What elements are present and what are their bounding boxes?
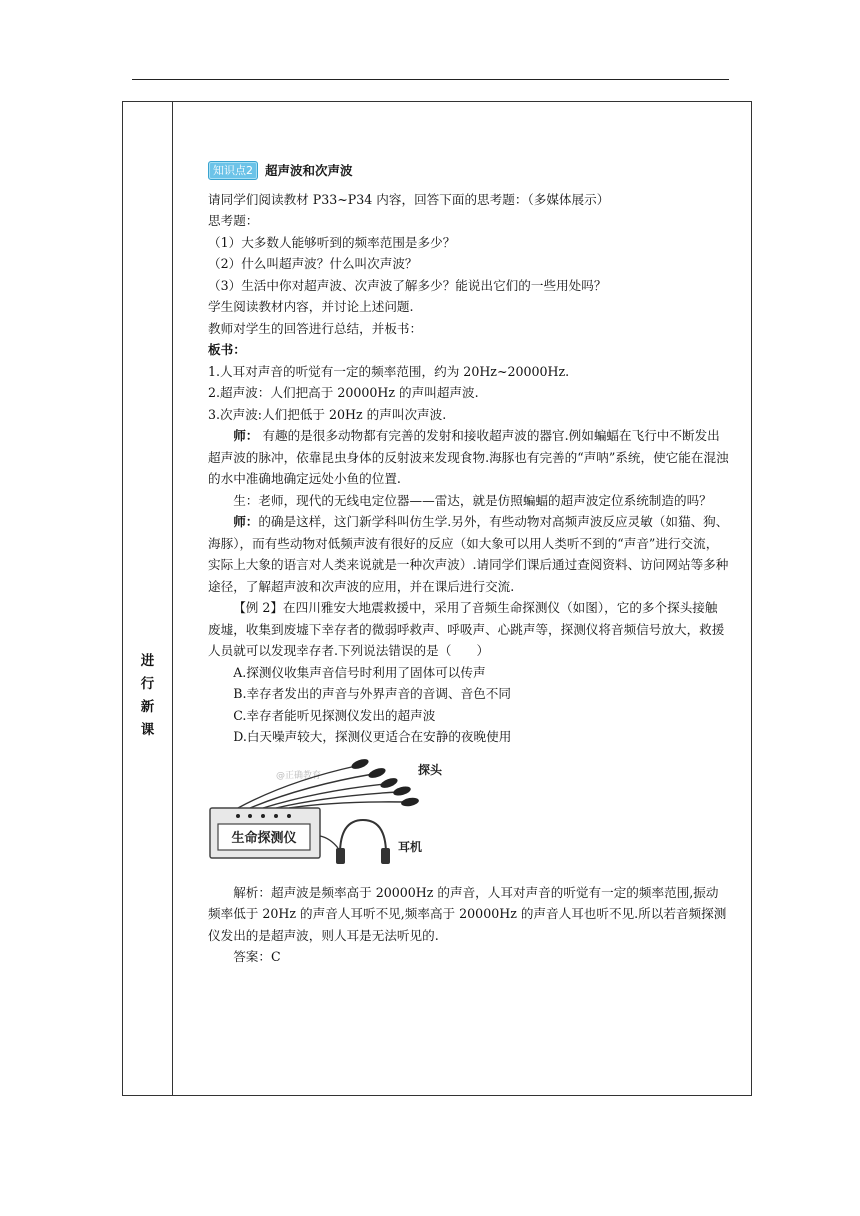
earphone-cable	[320, 836, 338, 848]
knowledge-point-badge: 知识点2	[208, 161, 258, 180]
watermark-text: @正确教育	[276, 770, 322, 781]
knowledge-point-title: 超声波和次声波	[265, 163, 353, 178]
detector-port	[274, 814, 278, 818]
earphone-label: 耳机	[398, 839, 423, 854]
life-detector-figure	[208, 756, 448, 876]
detector-port	[236, 814, 240, 818]
board-item: 2.超声波：人们把高于 20000Hz 的声叫超声波.	[208, 385, 479, 400]
dialog-teacher	[208, 425, 730, 490]
lesson-content	[208, 160, 730, 968]
section-label-char: 新	[140, 699, 155, 715]
board-item: 1.人耳对声音的听觉有一定的频率范围，约为 20Hz~20000Hz.	[208, 363, 570, 379]
detector-label: 生命探测仪	[231, 830, 297, 846]
board-item: 3.次声波:人们把低于 20Hz 的声叫次声波.	[208, 406, 447, 422]
headphone-band	[340, 820, 386, 854]
option-item: B.幸存者发出的声音与外界声音的音调、音色不同	[233, 686, 511, 701]
speaker-label: 生：	[233, 492, 259, 508]
student-read-text: 学生阅读教材内容，并讨论上述问题.	[208, 299, 414, 314]
speaker-label: 师：	[233, 514, 259, 529]
section-label-char: 进	[140, 653, 155, 669]
example-text: 在四川雅安大地震救援中，采用了音频生命探测仪（如图），它的多个探头接触废墟，收集到废墟下幸存者的微弱呼救声、呼吸声、心跳声等，探测仪将音频信号放大，救援人员就可以发现幸存者.下列说法错误的是（ ）	[208, 600, 725, 658]
knowledge-point-heading	[208, 160, 730, 182]
probe-cable	[289, 801, 406, 807]
question-item: （3）生活中你对超声波、次声波了解多少？能说出它们的一些用处吗？	[208, 277, 607, 293]
question-item: （1）大多数人能够听到的频率范围是多少？	[208, 234, 456, 250]
probe-head	[379, 776, 399, 790]
section-label-char: 行	[140, 676, 155, 692]
example-question	[208, 597, 730, 662]
speaker-label: 师：	[233, 428, 259, 443]
board-label: 板书：	[208, 342, 246, 357]
questions-label: 思考题：	[208, 213, 259, 228]
option-item: C.幸存者能听见探测仪发出的超声波	[233, 707, 436, 723]
example-label: 【例 2】	[233, 600, 283, 615]
dialog-text: 老师，现代的无线电定位器——雷达，就是仿照蝙蝠的超声波定位系统制造的吗？	[258, 492, 712, 508]
intro-text: 请同学们阅读教材 P33~P34 内容，回答下面的思考题：（多媒体展示）	[208, 191, 610, 207]
section-label-char: 课	[140, 722, 155, 738]
detector-port	[261, 814, 265, 818]
earphone-cup	[336, 848, 345, 864]
teacher-summary-text: 教师对学生的回答进行总结，并板书：	[208, 320, 423, 336]
dialog-student	[208, 490, 730, 512]
option-item: A.探测仪收集声音信号时利用了固体可以传声	[233, 664, 486, 680]
section-label	[123, 650, 172, 742]
header-rule	[132, 79, 729, 80]
option-item: D.白天噪声较大，探测仪更适合在安静的夜晚使用	[233, 729, 512, 744]
column-divider	[172, 102, 173, 1095]
probe-head	[392, 784, 411, 796]
probe-head	[400, 796, 419, 807]
probe-head	[350, 757, 370, 771]
detector-port	[287, 814, 291, 818]
dialog-text: 有趣的是很多动物都有完善的发射和接收超声波的器官.例如蝙蝠在飞行中不断发出超声波的脉冲，依靠昆虫身体的反射波来发现食物.海豚也有完善的“声呐”系统，使它能在混浊的水中准确地确定远处小鱼的位置.	[208, 428, 729, 486]
answer-text: 答案：C	[233, 949, 281, 964]
dialog-teacher	[208, 511, 730, 597]
probe-head	[367, 766, 387, 780]
lesson-table	[122, 101, 752, 1096]
earphone-cup	[381, 848, 390, 864]
detector-port	[248, 814, 252, 818]
dialog-text: 的确是这样，这门新学科叫仿生学.另外，有些动物对高频声波反应灵敏（如猫、狗、海豚），而有些动物对低频声波有很好的反应（如大象可以用人类听不到的“声音”进行交流，实际上大象的语言对人类来说就是一种次声波）.请同学们课后通过查阅资料、访问网站等多种途径，了解超声波和次声波的应用，并在课后进行交流.	[208, 514, 729, 594]
life-detector-illustration	[208, 756, 448, 876]
question-item: （2）什么叫超声波？什么叫次声波？	[208, 256, 418, 271]
analysis-text: 解析：超声波是频率高于 20000Hz 的声音，人耳对声音的听觉有一定的频率范围,振动频率低于 20Hz 的声音人耳听不见,频率高于 20000Hz 的声音人耳也听不见.所以若音频探测仪发出的是超声波，则人耳是无法听见的.	[208, 884, 727, 943]
probe-label: 探头	[418, 762, 443, 777]
